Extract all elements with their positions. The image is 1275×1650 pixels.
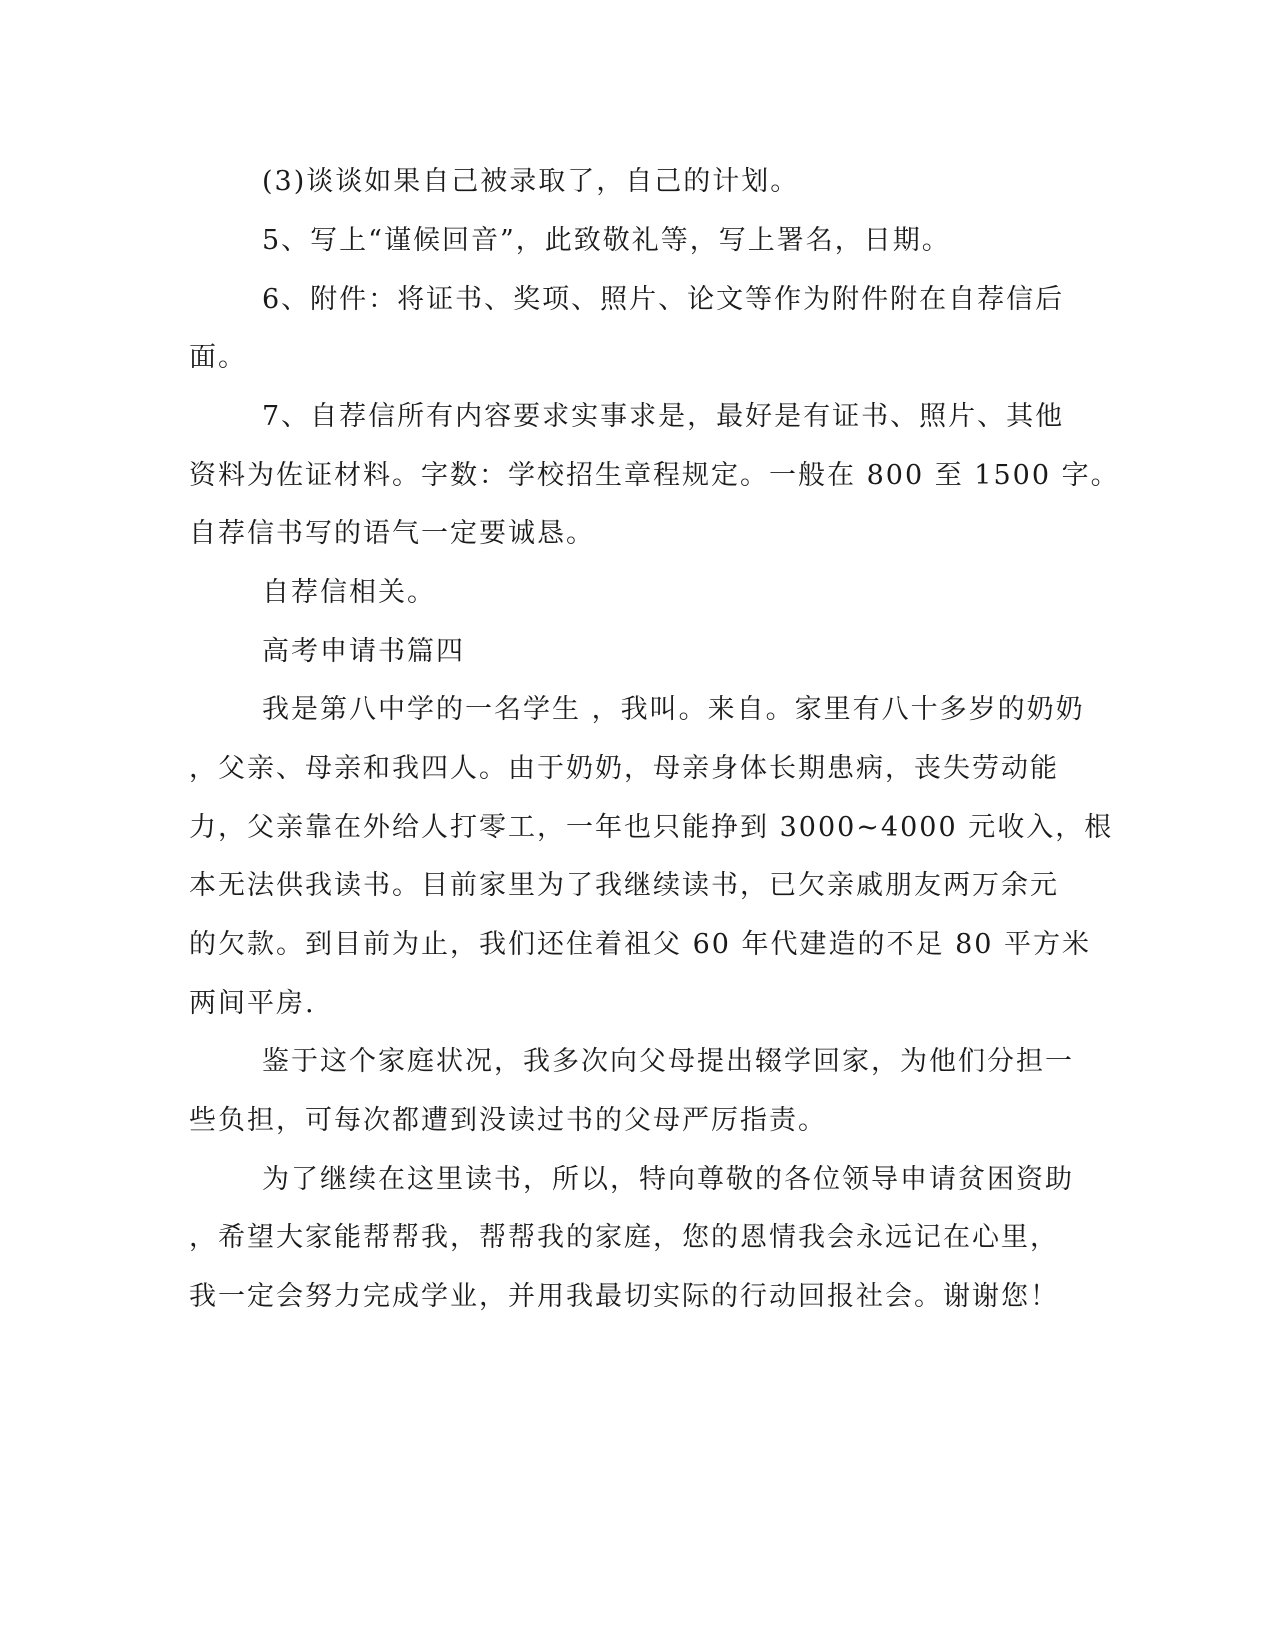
- text-line-housing-cont: 两间平房.: [189, 988, 316, 1019]
- text-line-word-count: 资料为佐证材料。字数：学校招生章程规定。一般在 800 至 1500 字。: [189, 460, 1120, 491]
- text-line-thanks: 我一定会努力完成学业，并用我最切实际的行动回报社会。谢谢您！: [189, 1281, 1059, 1312]
- text-line-intro: 我是第八中学的一名学生 ，我叫。来自。家里有八十多岁的奶奶: [262, 694, 1085, 725]
- text-line-debt: 本无法供我读书。目前家里为了我继续读书，已欠亲戚朋友两万余元: [189, 870, 1059, 901]
- section-heading: 高考申请书篇四: [262, 636, 465, 667]
- text-line-hope: ，希望大家能帮帮我，帮帮我的家庭，您的恩情我会永远记在心里，: [189, 1222, 1059, 1253]
- text-line-housing: 的欠款。到目前为止，我们还住着祖父 60 年代建造的不足 80 平方米: [189, 929, 1092, 960]
- text-line-related: 自荐信相关。: [262, 577, 436, 608]
- text-line-family: ，父亲、母亲和我四人。由于奶奶，母亲身体长期患病，丧失劳动能: [189, 753, 1059, 784]
- text-line-situation: 鉴于这个家庭状况，我多次向父母提出辍学回家，为他们分担一: [262, 1046, 1074, 1077]
- text-line-plan: (3)谈谈如果自己被录取了，自己的计划。: [262, 166, 800, 197]
- text-line-attachment: 6、附件：将证书、奖项、照片、论文等作为附件附在自荐信后: [262, 284, 1065, 315]
- text-line-tone: 自荐信书写的语气一定要诚恳。: [189, 518, 595, 549]
- text-line-request: 为了继续在这里读书，所以，特向尊敬的各位领导申请贫困资助: [262, 1164, 1074, 1195]
- text-line-attachment-cont: 面。: [189, 342, 247, 373]
- text-line-closing: 5、写上“谨候回音”，此致敬礼等，写上署名，日期。: [262, 225, 951, 256]
- text-line-situation-cont: 些负担，可每次都遭到没读过书的父母严厉指责。: [189, 1105, 827, 1136]
- text-line-truthful: 7、自荐信所有内容要求实事求是，最好是有证书、照片、其他: [262, 401, 1065, 432]
- text-line-income: 力，父亲靠在外给人打零工，一年也只能挣到 3000~4000 元收入，根: [189, 812, 1114, 843]
